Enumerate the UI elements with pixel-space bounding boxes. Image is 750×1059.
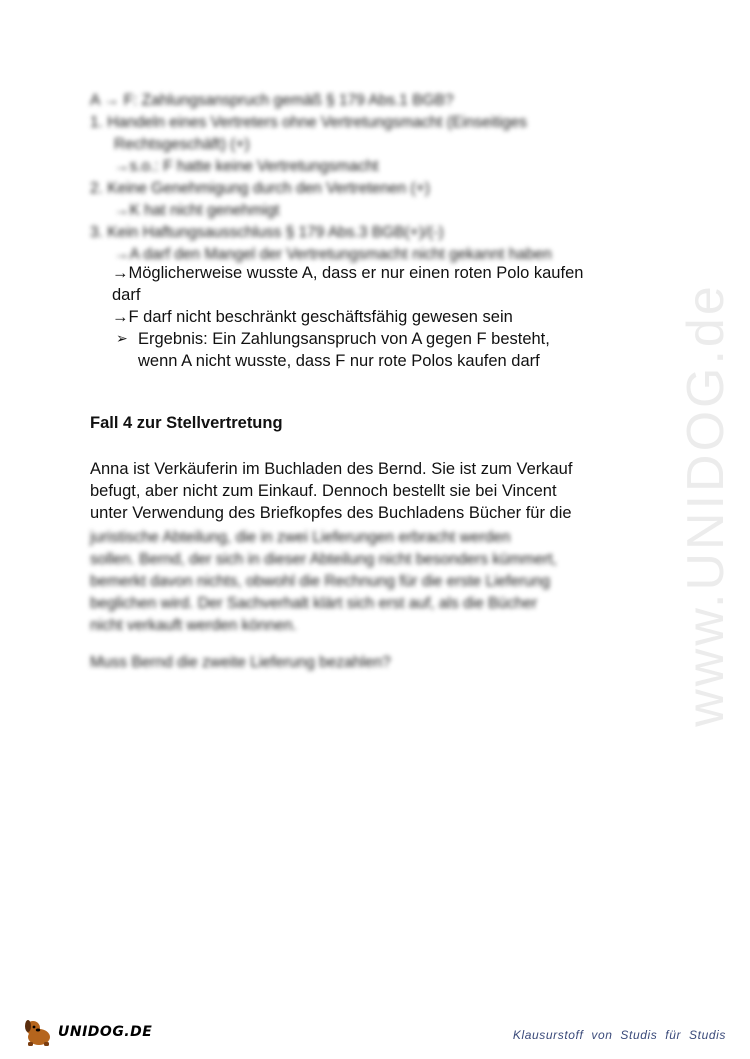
case-line: befugt, aber nicht zum Einkauf. Dennoch bestellt sie bei Vincent	[90, 482, 557, 500]
case-line: unter Verwendung des Briefkopfes des Buchladens Bücher für die	[90, 504, 572, 522]
blurred-analysis-line: 3. Kein Haftungsausschluss § 179 Abs.3 BGB(+)/(-)	[90, 224, 444, 241]
case-line: Anna ist Verkäuferin im Buchladen des Bernd. Sie ist zum Verkauf	[90, 460, 573, 478]
result-item	[90, 328, 670, 350]
blurred-analysis-line: 1. Handeln eines Vertreters ohne Vertretungsmacht (Einseitiges	[90, 114, 527, 131]
case-line-blurred: nicht verkauft werden können.	[90, 617, 297, 634]
analysis-line-3: →F darf nicht beschränkt geschäftsfähig gewesen sein	[112, 308, 513, 326]
case-line-blurred: sollen. Bernd, der sich in dieser Abteilung nicht besonders kümmert,	[90, 551, 557, 568]
footer-logo	[22, 1016, 152, 1048]
blurred-analysis-block	[90, 90, 650, 270]
case-line-blurred: juristische Abteilung, die in zwei Lieferungen erbracht werden	[90, 529, 511, 546]
dog-logo-icon	[22, 1017, 56, 1047]
result-line-2: wenn A nicht wusste, dass F nur rote Polos kaufen darf	[138, 352, 540, 370]
result-line-1: Ergebnis: Ein Zahlungsanspruch von A gegen F besteht,	[138, 330, 550, 348]
visible-analysis-block	[90, 262, 670, 372]
blurred-analysis-line: A → F: Zahlungsanspruch gemäß § 179 Abs.1 BGB?	[90, 92, 454, 109]
blurred-analysis-line: →K hat nicht genehmigt	[114, 202, 280, 219]
analysis-line-2: darf	[112, 286, 141, 304]
blurred-analysis-line: →A darf den Mangel der Vertretungsmacht nicht gekannt haben	[114, 246, 552, 263]
case-text-visible	[90, 458, 660, 524]
analysis-line-1: →Möglicherweise wusste A, dass er nur einen roten Polo kaufen	[112, 264, 584, 282]
arrow-bullet-icon: ➢	[116, 331, 128, 347]
logo-text: UNIDOG.DE	[58, 1024, 153, 1040]
blurred-analysis-line: 2. Keine Genehmigung durch den Vertretenen (+)	[90, 180, 430, 197]
case-line-blurred: bemerkt davon nichts, obwohl die Rechnung für die erste Lieferung	[90, 573, 551, 590]
blurred-analysis-line: Rechtsgeschäft) (+)	[114, 136, 250, 153]
case-line-blurred: beglichen wird. Der Sachverhalt klärt sich erst auf, als die Bücher	[90, 595, 538, 612]
watermark: www.UNIDOG.de	[677, 283, 735, 727]
case-question: Muss Bernd die zweite Lieferung bezahlen?	[90, 654, 391, 671]
footer-tagline: Klausurstoff von Studis für Studis	[512, 1028, 726, 1042]
case-heading: Fall 4 zur Stellvertretung	[90, 414, 283, 432]
blurred-analysis-line: →s.o.: F hatte keine Vertretungsmacht	[114, 158, 379, 175]
case-text-blurred	[90, 527, 660, 637]
